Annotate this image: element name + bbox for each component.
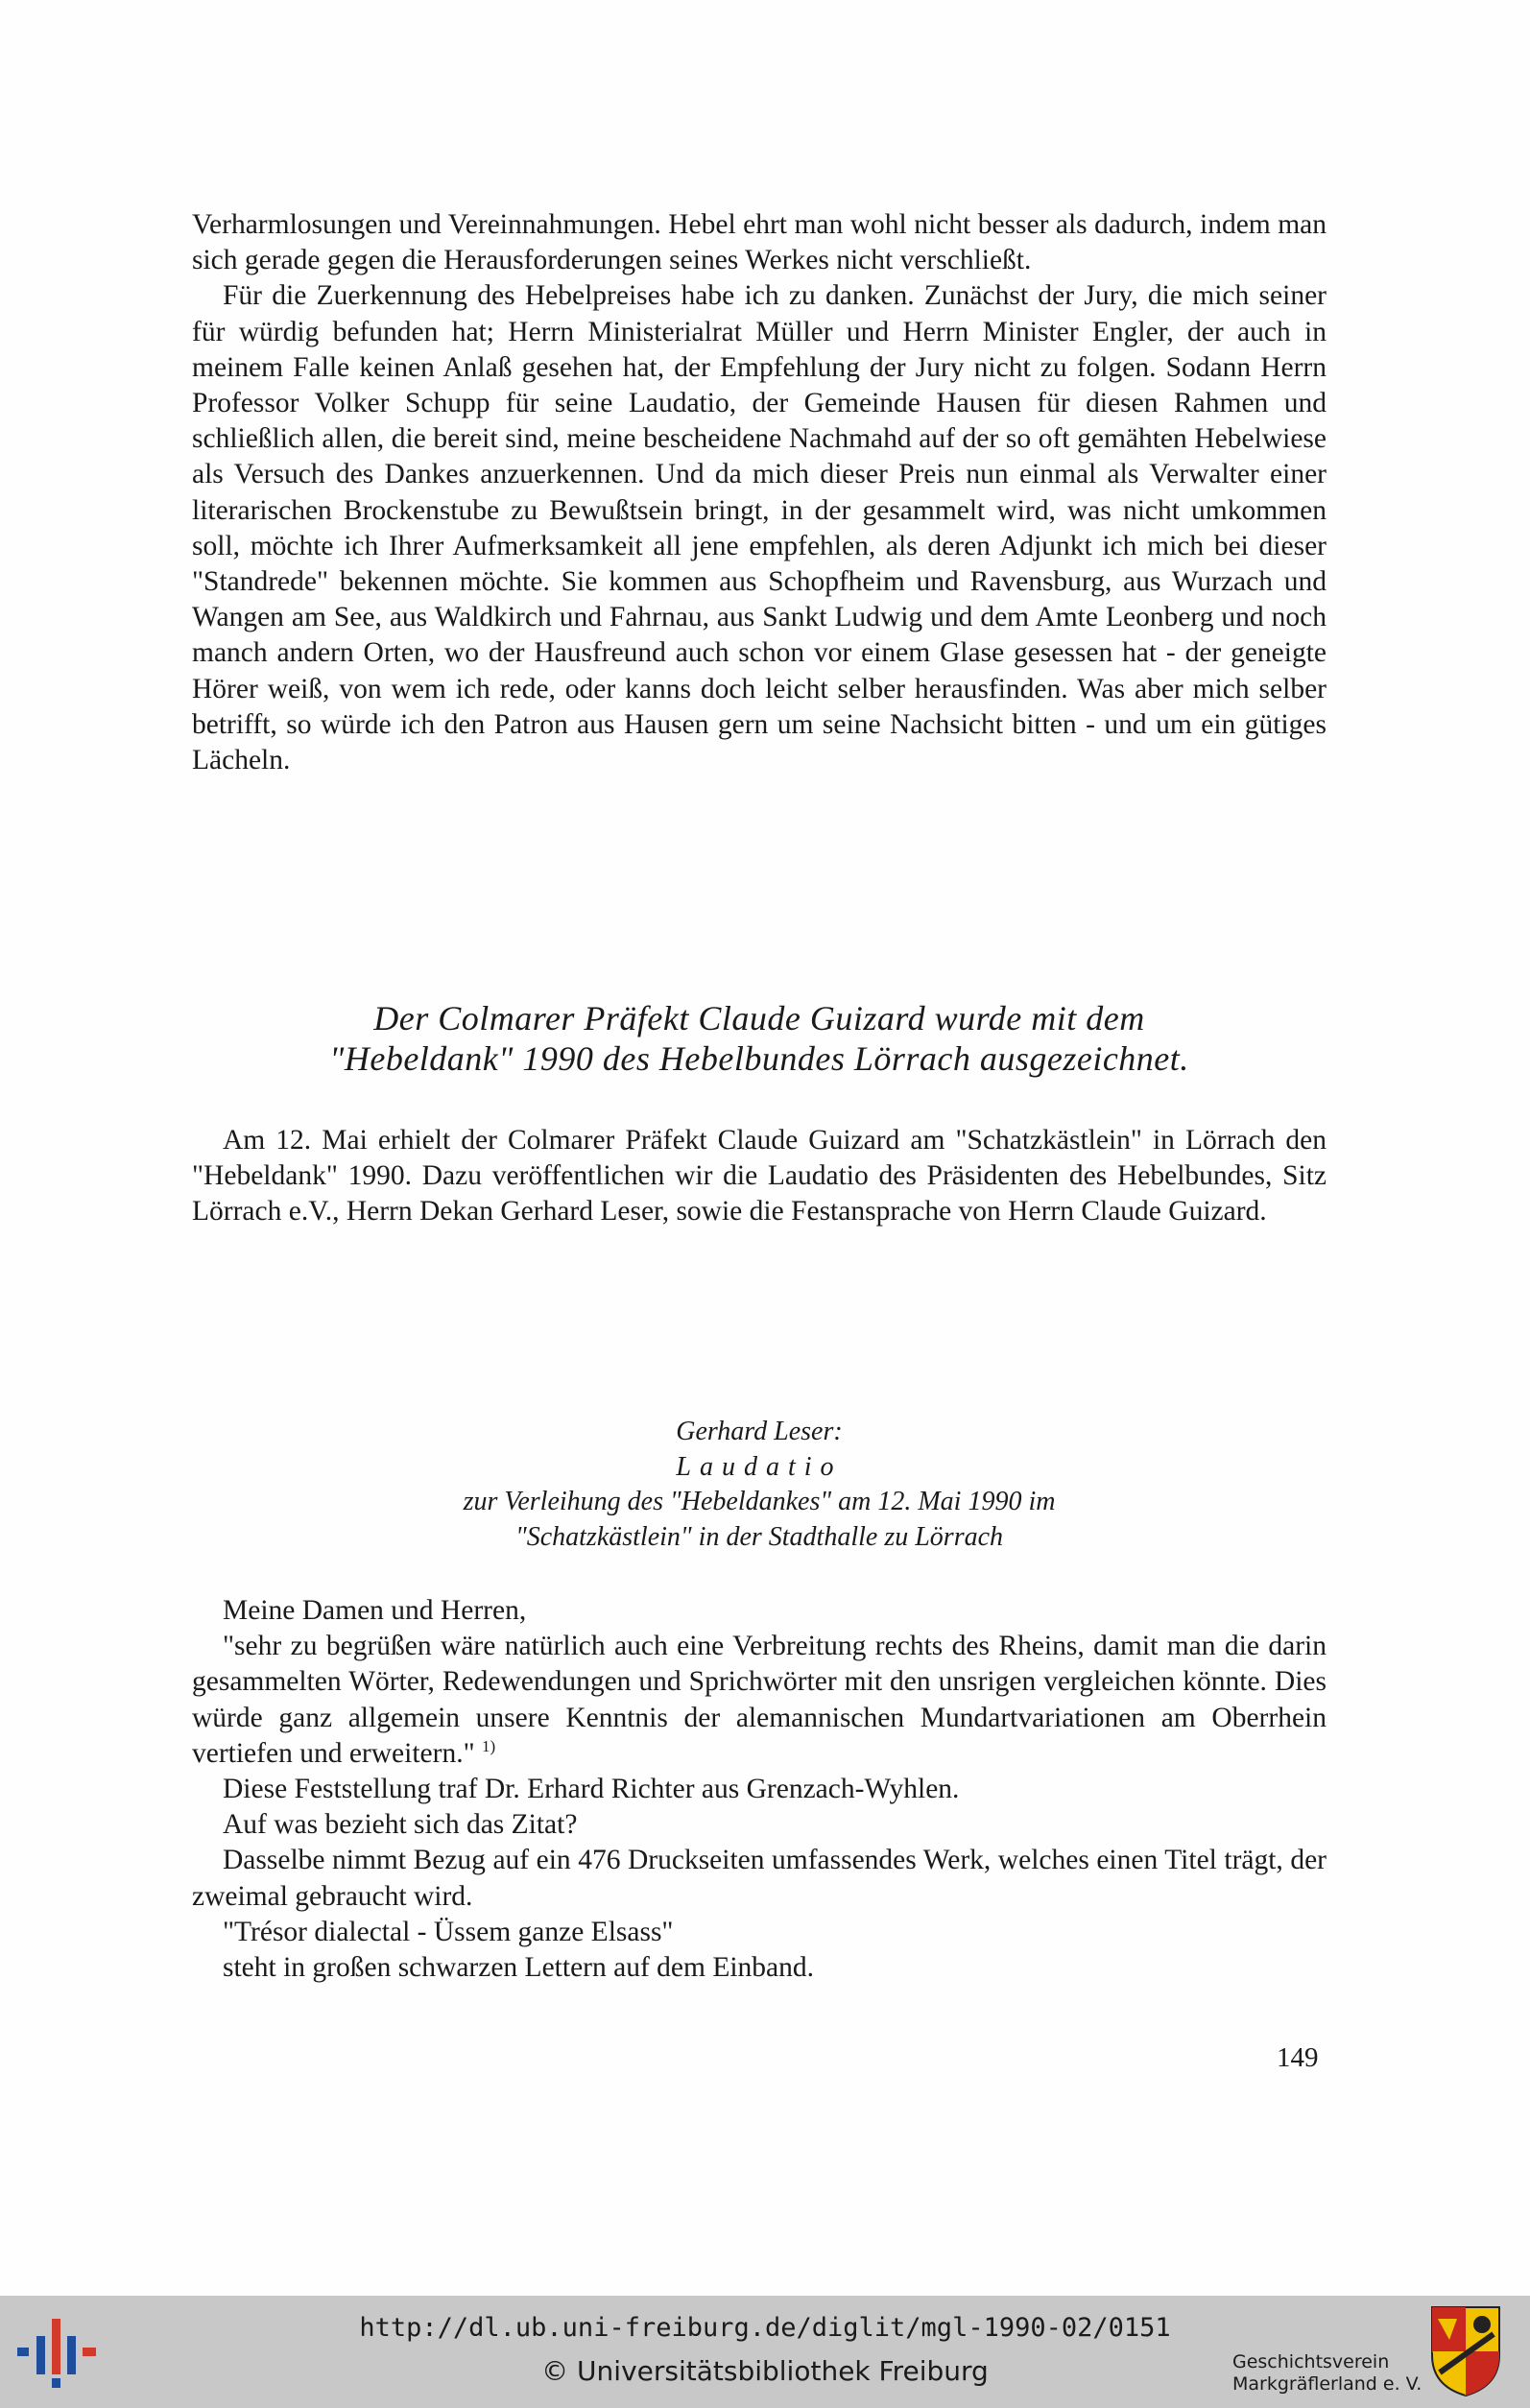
footer-url-link[interactable]: http://dl.ub.uni-freiburg.de/diglit/mgl-1990-02/0151	[359, 2313, 1171, 2343]
laudatio-header	[192, 1415, 1327, 1555]
speech-line-b: Auf was bezieht sich das Zitat?	[223, 1809, 578, 1841]
speech-line-a: Diese Feststellung traf Dr. Erhard Richter aus Grenzach-Wyhlen.	[223, 1774, 960, 1805]
intro-text	[192, 1123, 1327, 1230]
speech-text	[192, 1593, 1327, 1986]
laudatio-author: Gerhard Leser:	[676, 1417, 843, 1446]
continuation-paragraph-1: Verharmlosungen und Vereinnahmungen. Hebel ehrt man wohl nicht besser als dadurch, indem man sich gerade gegen die Herausforderungen seines Werkes nicht verschließt.	[192, 209, 1327, 276]
footer-bar	[0, 2296, 1530, 2408]
section-heading-line-2: "Hebeldank" 1990 des Hebelbundes Lörrach ausgezeichnet.	[329, 1039, 1189, 1078]
laudatio-subtitle-1: zur Verleihung des "Hebeldankes" am 12. Mai 1990 im	[463, 1487, 1056, 1516]
continuation-paragraph-2: Für die Zuerkennung des Hebelpreises habe ich zu danken. Zunächst der Jury, die mich seiner für würdig befunden hat; Herrn Ministerialrat Müller und Herrn Minister Engler, der auch in meinem Falle keinen Anlaß gesehen hat, der Empfehlung der Jury nicht zu folgen. Sodann Herrn Professor Volker Schupp für seine Laudatio, der Gemeinde Hausen für diesen Rahmen und schließlich allen, die bereit sind, meine bescheidene Nachmahd auf der so oft gemähten Hebelwiese als Versuch des Dankes anzuerkennen. Und da mich dieser Preis nun einmal als Verwalter einer literarischen Brockenstube zu Bewußtsein bringt, in der gesammelt wird, was nicht umkommen soll, möchte ich Ihrer Aufmerksamkeit all jene empfehlen, als deren Adjunkt ich mich bei dieser "Standrede" bekennen möchte. Sie kommen aus Schopfheim und Ravensburg, aus Wurzach und Wangen am See, aus Waldkirch und Fahrnau, aus Sankt Ludwig und dem Amte Leonberg und noch manch andern Orten, wo der Hausfreund auch schon vor einem Glase gesessen hat - der geneigte Hörer weiß, von wem ich rede, oder kanns doch leicht selber herausfinden. Was aber mich selber betrifft, so würde ich den Patron aus Hausen gern um seine Nachsicht bitten - und um ein gütiges Lächeln.	[192, 280, 1327, 776]
footnote-marker: 1)	[482, 1736, 496, 1755]
section-heading-line-1: Der Colmarer Präfekt Claude Guizard wurde mit dem	[373, 999, 1145, 1037]
continuation-text	[192, 207, 1327, 778]
speech-quote-text: "sehr zu begrüßen wäre natürlich auch eine Verbreitung rechts des Rheins, damit man die darin gesammelten Wörter, Redewendungen und Sprichwörter mit den unsrigen vergleichen könnte. Dies würde ganz allgemein unsere Kenntnis der alemannischen Mundartvariationen am Oberrhein vertiefen und erweitern."	[192, 1631, 1327, 1769]
speech-line-d: "Trésor dialectal - Üssem ganze Elsass"	[223, 1916, 674, 1947]
footer-org-line-1: Geschichtsverein	[1232, 2351, 1390, 2372]
laudatio-subtitle-2: "Schatzkästlein" in der Stadthalle zu Lörrach	[514, 1521, 1004, 1552]
markgraeflerland-crest-icon	[1430, 2305, 1501, 2397]
speech-line-c: Dasselbe nimmt Bezug auf ein 476 Druckseiten umfassendes Werk, welches einen Titel trägt, der zweimal gebraucht wird.	[192, 1845, 1327, 1912]
laudatio-title: Laudatio	[676, 1451, 843, 1482]
footer-organisation	[1232, 2351, 1422, 2396]
speech-greeting: Meine Damen und Herren,	[223, 1595, 527, 1626]
speech-line-e: steht in großen schwarzen Lettern auf dem Einband.	[223, 1952, 814, 1984]
speech-quote	[192, 1629, 1327, 1772]
page-number: 149	[1277, 2042, 1319, 2073]
footer-org-line-2: Markgräflerland e. V.	[1232, 2373, 1422, 2395]
section-heading	[192, 998, 1327, 1079]
footer-copyright: © Universitätsbibliothek Freiburg	[541, 2355, 989, 2387]
intro-paragraph: Am 12. Mai erhielt der Colmarer Präfekt Claude Guizard am "Schatzkästlein" in Lörrach den "Hebeldank" 1990. Dazu veröffentlichen wir die Laudatio des Präsidenten des Hebelbundes, Sitz Lörrach e.V., Herrn Dekan Gerhard Leser, sowie die Festansprache von Herrn Claude Guizard.	[192, 1125, 1327, 1228]
